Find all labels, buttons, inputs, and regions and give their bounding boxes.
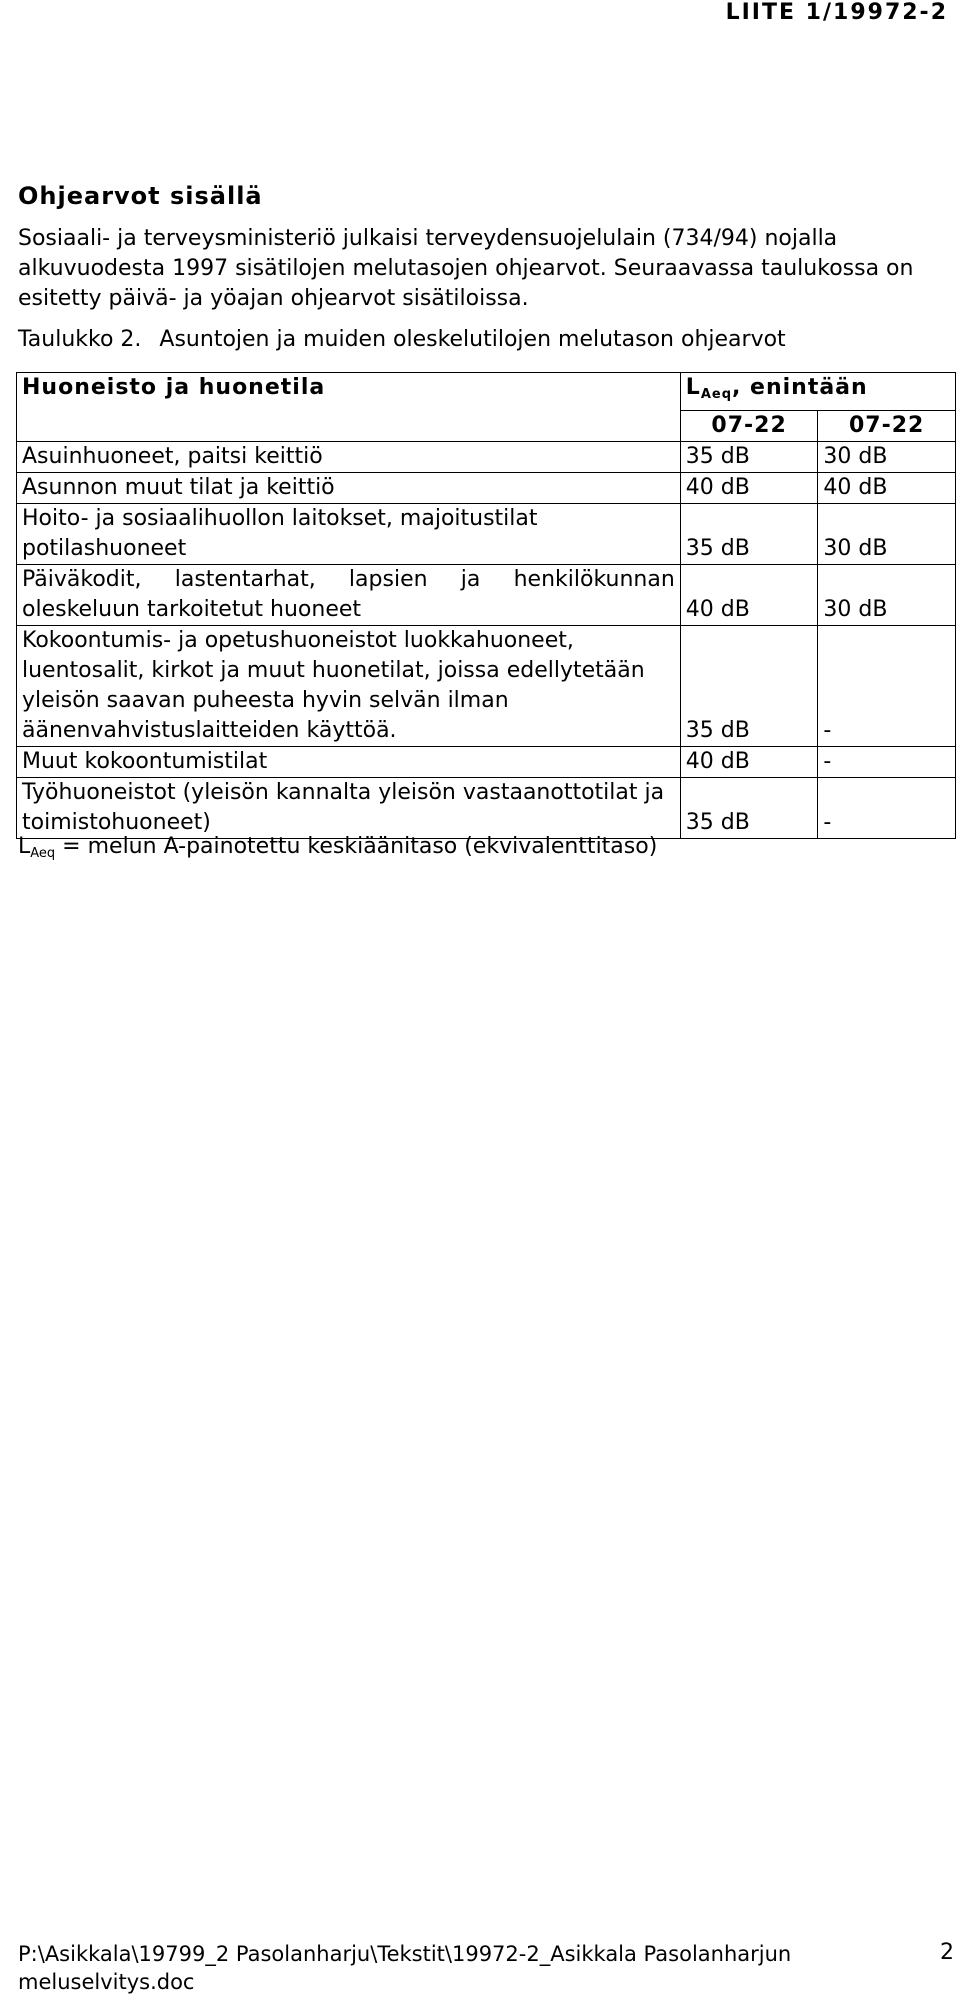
table-row <box>17 626 956 747</box>
row-name: Päiväkodit, lastentarhat, lapsien ja henkilökunnan oleskeluun tarkoitetut huoneet <box>17 565 681 626</box>
table-caption-label: Taulukko 2. <box>18 327 142 352</box>
row-value-2: - <box>818 778 956 839</box>
row-value-1: 35 dB <box>680 442 818 473</box>
row-value-2: 30 dB <box>818 504 956 565</box>
table-row <box>17 565 956 626</box>
header-time-1: 07-22 <box>680 411 818 442</box>
header-laeq-rest: , enintään <box>732 375 868 400</box>
footer <box>18 1940 938 1996</box>
intro-paragraph: Sosiaali- ja terveysministeriö julkaisi terveydensuojelulain (734/94) nojalla alkuvuodesta 1997 sisätilojen melutasojen ohjearvot. Seuraavassa taulukossa on esitetty päivä- ja yöajan ohjearvot sisätiloissa. <box>18 226 914 311</box>
table-row <box>17 504 956 565</box>
row-value-2: 30 dB <box>818 442 956 473</box>
row-value-1: 35 dB <box>680 778 818 839</box>
row-name: Työhuoneistot (yleisön kannalta yleisön vastaanottotilat ja toimistohuoneet) <box>17 778 681 839</box>
row-value-1: 40 dB <box>680 565 818 626</box>
table-row <box>17 778 956 839</box>
row-value-1: 35 dB <box>680 504 818 565</box>
row-name: Asunnon muut tilat ja keittiö <box>17 473 681 504</box>
file-path: P:\Asikkala\19799_2 Pasolanharju\Tekstit\19972-2_Asikkala Pasolanharjun meluselvitys.doc <box>18 1942 792 1994</box>
guideline-table <box>16 372 956 839</box>
row-value-1: 40 dB <box>680 473 818 504</box>
section-title: Ohjearvot sisällä <box>18 182 263 210</box>
row-name: Kokoontumis- ja opetushuoneistot luokkahuoneet, luentosalit, kirkot ja muut huonetilat, joissa edellytetään yleisön saavan puheesta hyvin selvän ilman äänenvahvistuslaitteiden käyttöä. <box>17 626 681 747</box>
table-header-row <box>17 373 956 411</box>
table-caption-text: Asuntojen ja muiden oleskelutilojen melutason ohjearvot <box>159 327 786 352</box>
row-value-2: 40 dB <box>818 473 956 504</box>
row-name: Hoito- ja sosiaalihuollon laitokset, majoitustilat potilashuoneet <box>17 504 681 565</box>
row-value-2: 30 dB <box>818 565 956 626</box>
note-text: = melun A-painotettu keskiäänitaso (ekvivalenttitaso) <box>55 834 658 859</box>
row-value-1: 35 dB <box>680 626 818 747</box>
header-time-2: 07-22 <box>818 411 956 442</box>
table-row <box>17 473 956 504</box>
row-name: Muut kokoontumistilat <box>17 747 681 778</box>
header-laeq <box>680 373 955 411</box>
row-name: Asuinhuoneet, paitsi keittiö <box>17 442 681 473</box>
row-value-2: - <box>818 747 956 778</box>
header-laeq-l: L <box>685 375 701 400</box>
page-number: 2 <box>940 1940 954 1965</box>
note-sub: Aeq <box>30 846 56 861</box>
note-l: L <box>18 834 31 859</box>
table-row <box>17 747 956 778</box>
laeq-definition <box>18 834 657 861</box>
header-room-type: Huoneisto ja huonetila <box>17 373 681 442</box>
row-value-1: 40 dB <box>680 747 818 778</box>
header-laeq-sub: Aeq <box>700 387 733 402</box>
table-caption <box>18 327 786 352</box>
table-row <box>17 442 956 473</box>
row-value-2: - <box>818 626 956 747</box>
document-id: LIITE 1/19972-2 <box>725 0 948 25</box>
